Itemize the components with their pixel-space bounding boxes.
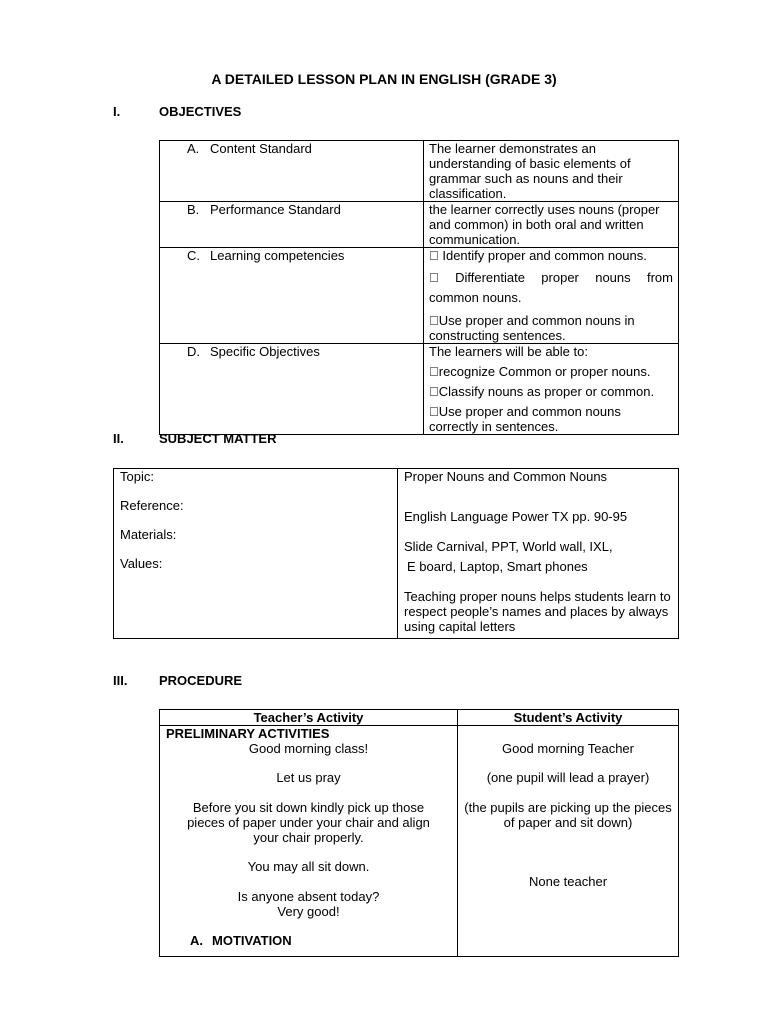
list-item: The learners will be able to:: [429, 344, 588, 359]
table-row: [114, 469, 679, 639]
teacher-line: You may all sit down.: [247, 859, 370, 874]
materials-label: Materials:: [120, 527, 177, 542]
motivation-letter: A.: [190, 933, 203, 948]
teacher-line: Is anyone absent today?: [237, 889, 380, 904]
objective-text: the learner correctly uses nouns (proper and common) in both oral and written communication.: [424, 202, 679, 248]
motivation-heading: [164, 933, 453, 948]
student-line: None teacher: [528, 874, 608, 889]
teacher-activity-cell: [160, 726, 458, 957]
document-title: A DETAILED LESSON PLAN IN ENGLISH (GRADE 3): [211, 71, 557, 87]
objective-label-text: Specific Objectives: [210, 344, 320, 359]
table-header-row: [160, 710, 679, 726]
table-row: [160, 726, 679, 957]
student-line: (one pupil will lead a prayer): [486, 770, 650, 785]
section-number-subject-matter: II.: [113, 431, 124, 446]
objectives-table: [159, 140, 679, 435]
objective-label: [160, 248, 424, 344]
list-item:  Use proper and common nouns correctly in sentences.: [429, 404, 621, 434]
objective-text: The learner demonstrates an understanding of basic elements of grammar such as nouns and their classification.: [424, 141, 679, 202]
table-row: [160, 344, 679, 435]
section-title-objectives: OBJECTIVES: [159, 104, 242, 119]
teacher-line: Good morning class!: [248, 741, 369, 756]
materials-value: Slide Carnival, PPT, World wall, IXL,: [404, 539, 613, 554]
section-number-objectives: I.: [113, 104, 121, 119]
table-row: [160, 202, 679, 248]
objective-label: [160, 202, 424, 248]
list-item:  Use proper and common nouns in constructing sentences.: [429, 313, 635, 343]
table-row: [160, 141, 679, 202]
procedure-table: [159, 709, 679, 957]
list-item:   Identify proper and common nouns.: [429, 248, 647, 263]
objective-letter: A.: [187, 141, 200, 156]
reference-label: Reference:: [120, 498, 184, 513]
teacher-line: Very good!: [277, 904, 340, 919]
objective-label-text: Learning competencies: [210, 248, 345, 263]
preliminary-activities-heading: PRELIMINARY ACTIVITIES: [166, 726, 330, 741]
section-number-procedure: III.: [113, 673, 128, 688]
objective-text: [424, 248, 679, 344]
objective-text: [424, 344, 679, 435]
student-line: (the pupils are picking up the pieces of paper and sit down): [464, 800, 672, 830]
topic-value: Proper Nouns and Common Nouns: [404, 469, 608, 484]
subject-matter-values: [398, 469, 679, 639]
section-title-procedure: PROCEDURE: [159, 673, 243, 688]
section-title-subject-matter: SUBJECT MATTER: [159, 431, 277, 446]
subject-matter-labels: [114, 469, 398, 639]
subject-matter-table: [113, 468, 679, 639]
list-item:  Classify nouns as proper or common.: [429, 384, 655, 399]
objective-label: [160, 141, 424, 202]
teacher-activity-header: Teacher’s Activity: [160, 710, 458, 726]
student-line: Good morning Teacher: [501, 741, 634, 756]
reference-value: English Language Power TX pp. 90-95: [404, 509, 628, 524]
topic-label: Topic:: [120, 469, 154, 484]
student-activity-cell: [458, 726, 679, 957]
objective-letter: B.: [187, 202, 200, 217]
objective-letter: D.: [187, 344, 200, 359]
list-item:   Differentiate proper nouns from common nouns.: [429, 270, 673, 305]
objective-label: [160, 344, 424, 435]
objective-letter: C.: [187, 248, 200, 263]
values-value: Teaching proper nouns helps students learn to respect people’s names and places by always using capital letters: [404, 589, 671, 634]
motivation-label: MOTIVATION: [212, 933, 292, 948]
objective-label-text: Content Standard: [210, 141, 312, 156]
teacher-line: Let us pray: [276, 770, 341, 785]
materials-value: E board, Laptop, Smart phones: [407, 559, 588, 574]
student-activity-header: Student’s Activity: [458, 710, 679, 726]
objective-label-text: Performance Standard: [210, 202, 341, 217]
table-row: [160, 248, 679, 344]
list-item:  recognize Common or proper nouns.: [429, 364, 651, 379]
values-label: Values:: [120, 556, 163, 571]
teacher-line: Before you sit down kindly pick up those pieces of paper under your chair and align your chair properly.: [187, 800, 430, 845]
